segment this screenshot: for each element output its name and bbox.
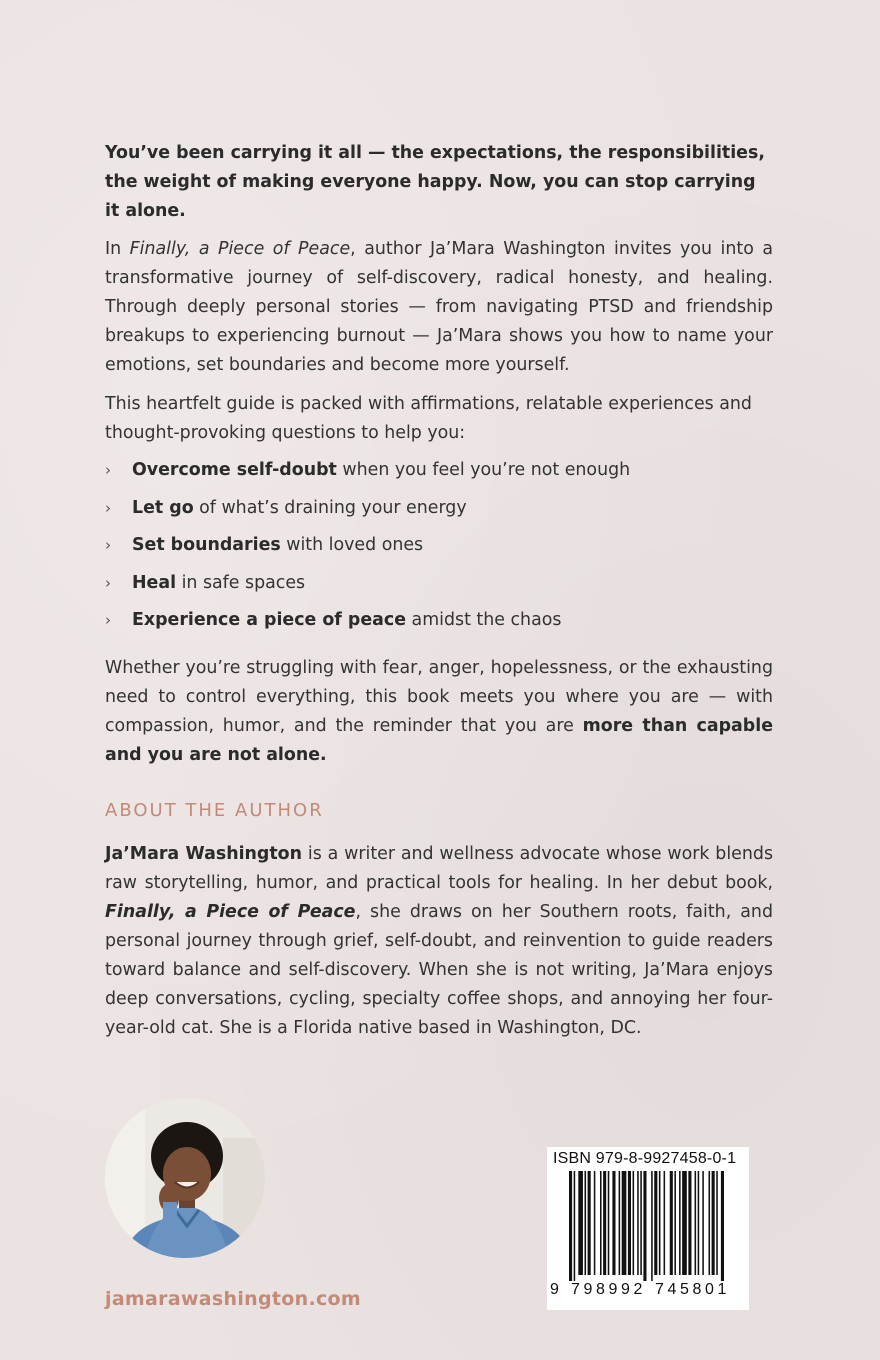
barcode-bar xyxy=(695,1171,697,1275)
barcode-bar xyxy=(612,1171,615,1275)
about-text-1: is a writer and wellness advocate whose work blends raw storytelling, humor, and practical tools for healing. In her debut book, xyxy=(105,844,774,893)
intro-paragraph xyxy=(105,235,773,380)
barcode-bar xyxy=(603,1171,606,1275)
author-photo xyxy=(105,1098,265,1258)
bullet-text: of what’s draining your energy xyxy=(193,497,467,518)
barcode-bars xyxy=(547,1169,749,1281)
author-portrait-illustration xyxy=(105,1098,265,1258)
barcode-bar xyxy=(569,1171,572,1281)
barcode-bar xyxy=(674,1171,676,1275)
barcode-bar xyxy=(698,1171,700,1275)
barcode-bar xyxy=(628,1171,631,1275)
bullet-bold: Set boundaries xyxy=(132,535,281,556)
barcode-bar xyxy=(643,1171,646,1281)
barcode-bar xyxy=(670,1171,673,1275)
guide-paragraph: This heartfelt guide is packed with affirmations, relatable experiences and thought-provoking questions to help you: xyxy=(105,394,752,443)
book-title-italic: Finally, a Piece of Peace xyxy=(129,239,351,259)
barcode-bar xyxy=(702,1171,704,1275)
list-item xyxy=(105,602,773,640)
author-name: Ja’Mara Washington xyxy=(105,844,303,864)
barcode-bar xyxy=(654,1171,657,1275)
list-item xyxy=(105,490,773,528)
barcode-bar xyxy=(682,1171,687,1275)
lead-paragraph: You’ve been carrying it all — the expectations, the responsibilities, the weight of making everyone happy. Now, you can stop carrying it alone. xyxy=(105,143,765,221)
benefits-list xyxy=(105,452,773,640)
barcode-bar xyxy=(688,1171,691,1275)
barcode-bar xyxy=(588,1171,591,1275)
barcode-bar xyxy=(651,1171,653,1281)
bullet-text: in safe spaces xyxy=(176,572,306,593)
chevron-right-icon: › xyxy=(105,498,111,517)
barcode-bar xyxy=(608,1171,610,1275)
closing-paragraph xyxy=(105,654,773,770)
chevron-right-icon: › xyxy=(105,611,111,630)
ean-group-left: 798992 xyxy=(571,1281,646,1298)
barcode-bar xyxy=(716,1171,718,1275)
barcode-bar xyxy=(633,1171,635,1275)
chevron-right-icon: › xyxy=(105,536,111,555)
ean-group-right: 745801 xyxy=(655,1281,730,1298)
author-website-link[interactable]: jamarawashington.com xyxy=(105,1288,361,1310)
list-item xyxy=(105,527,773,565)
bullet-text: with loved ones xyxy=(280,535,424,556)
ean-first-digit: 9 xyxy=(550,1281,563,1298)
barcode-bar xyxy=(585,1171,587,1275)
barcode-bar xyxy=(600,1171,602,1275)
description-block xyxy=(105,139,773,770)
intro-text-pre: In xyxy=(105,239,130,259)
closing-text: Whether you’re struggling with fear, anger, hopelessness, or the exhausting need to control everything, this book meets you where you are — with compassion, humor, and the reminder that you are xyxy=(105,657,773,736)
bullet-bold: Experience a piece of peace xyxy=(132,610,407,631)
barcode-bar xyxy=(721,1171,724,1281)
bullet-bold: Overcome self-doubt xyxy=(132,460,337,480)
barcode-bar xyxy=(637,1171,639,1275)
barcode-bar xyxy=(622,1171,627,1275)
closing-bold: more than capable and you are not alone. xyxy=(105,715,773,765)
barcode-bar xyxy=(679,1171,681,1275)
barcode-bar xyxy=(578,1171,583,1275)
list-item xyxy=(105,452,773,490)
bullet-bold: Let go xyxy=(132,497,194,518)
isbn-barcode xyxy=(547,1147,749,1310)
about-heading: ABOUT THE AUTHOR xyxy=(105,800,324,821)
barcode-bar xyxy=(619,1171,621,1275)
barcode-bar xyxy=(640,1171,642,1275)
about-text-2: , she draws on her Southern roots, faith, and personal journey through grief, self-doubt, and reinvention to guide readers toward balance and self-discovery. When she is not writing, Ja’Mara enjoys deep conversations, cycling, specialty coffee shops, and annoying her four-year-old cat. She is a Florida native based in Washington, DC. xyxy=(105,902,773,1038)
bullet-text: when you feel you’re not enough xyxy=(336,460,631,480)
barcode-bar xyxy=(712,1171,715,1275)
barcode-bar xyxy=(574,1171,576,1281)
isbn-label: ISBN 979-8-9927458-0-1 xyxy=(553,1150,737,1167)
chevron-right-icon: › xyxy=(105,573,111,592)
barcode-bar xyxy=(659,1171,661,1275)
list-item xyxy=(105,565,773,603)
intro-text-post: , author Ja’Mara Washington invites you into a transformative journey of self-discovery, radical honesty, and healing. Through deeply personal stories — from navigating PTSD and friendship breakups to experiencing burnout — Ja’Mara shows you how to name your emotions, set boundaries and become more yourself. xyxy=(105,239,773,375)
chevron-right-icon: › xyxy=(105,461,111,479)
barcode-bar xyxy=(664,1171,666,1275)
bullet-bold: Heal xyxy=(132,572,177,593)
barcode-bar xyxy=(709,1171,711,1275)
barcode-bar xyxy=(594,1171,596,1275)
bullet-text: amidst the chaos xyxy=(406,610,562,631)
about-paragraph xyxy=(105,840,773,1043)
about-book-title: Finally, a Piece of Peace xyxy=(105,902,356,922)
